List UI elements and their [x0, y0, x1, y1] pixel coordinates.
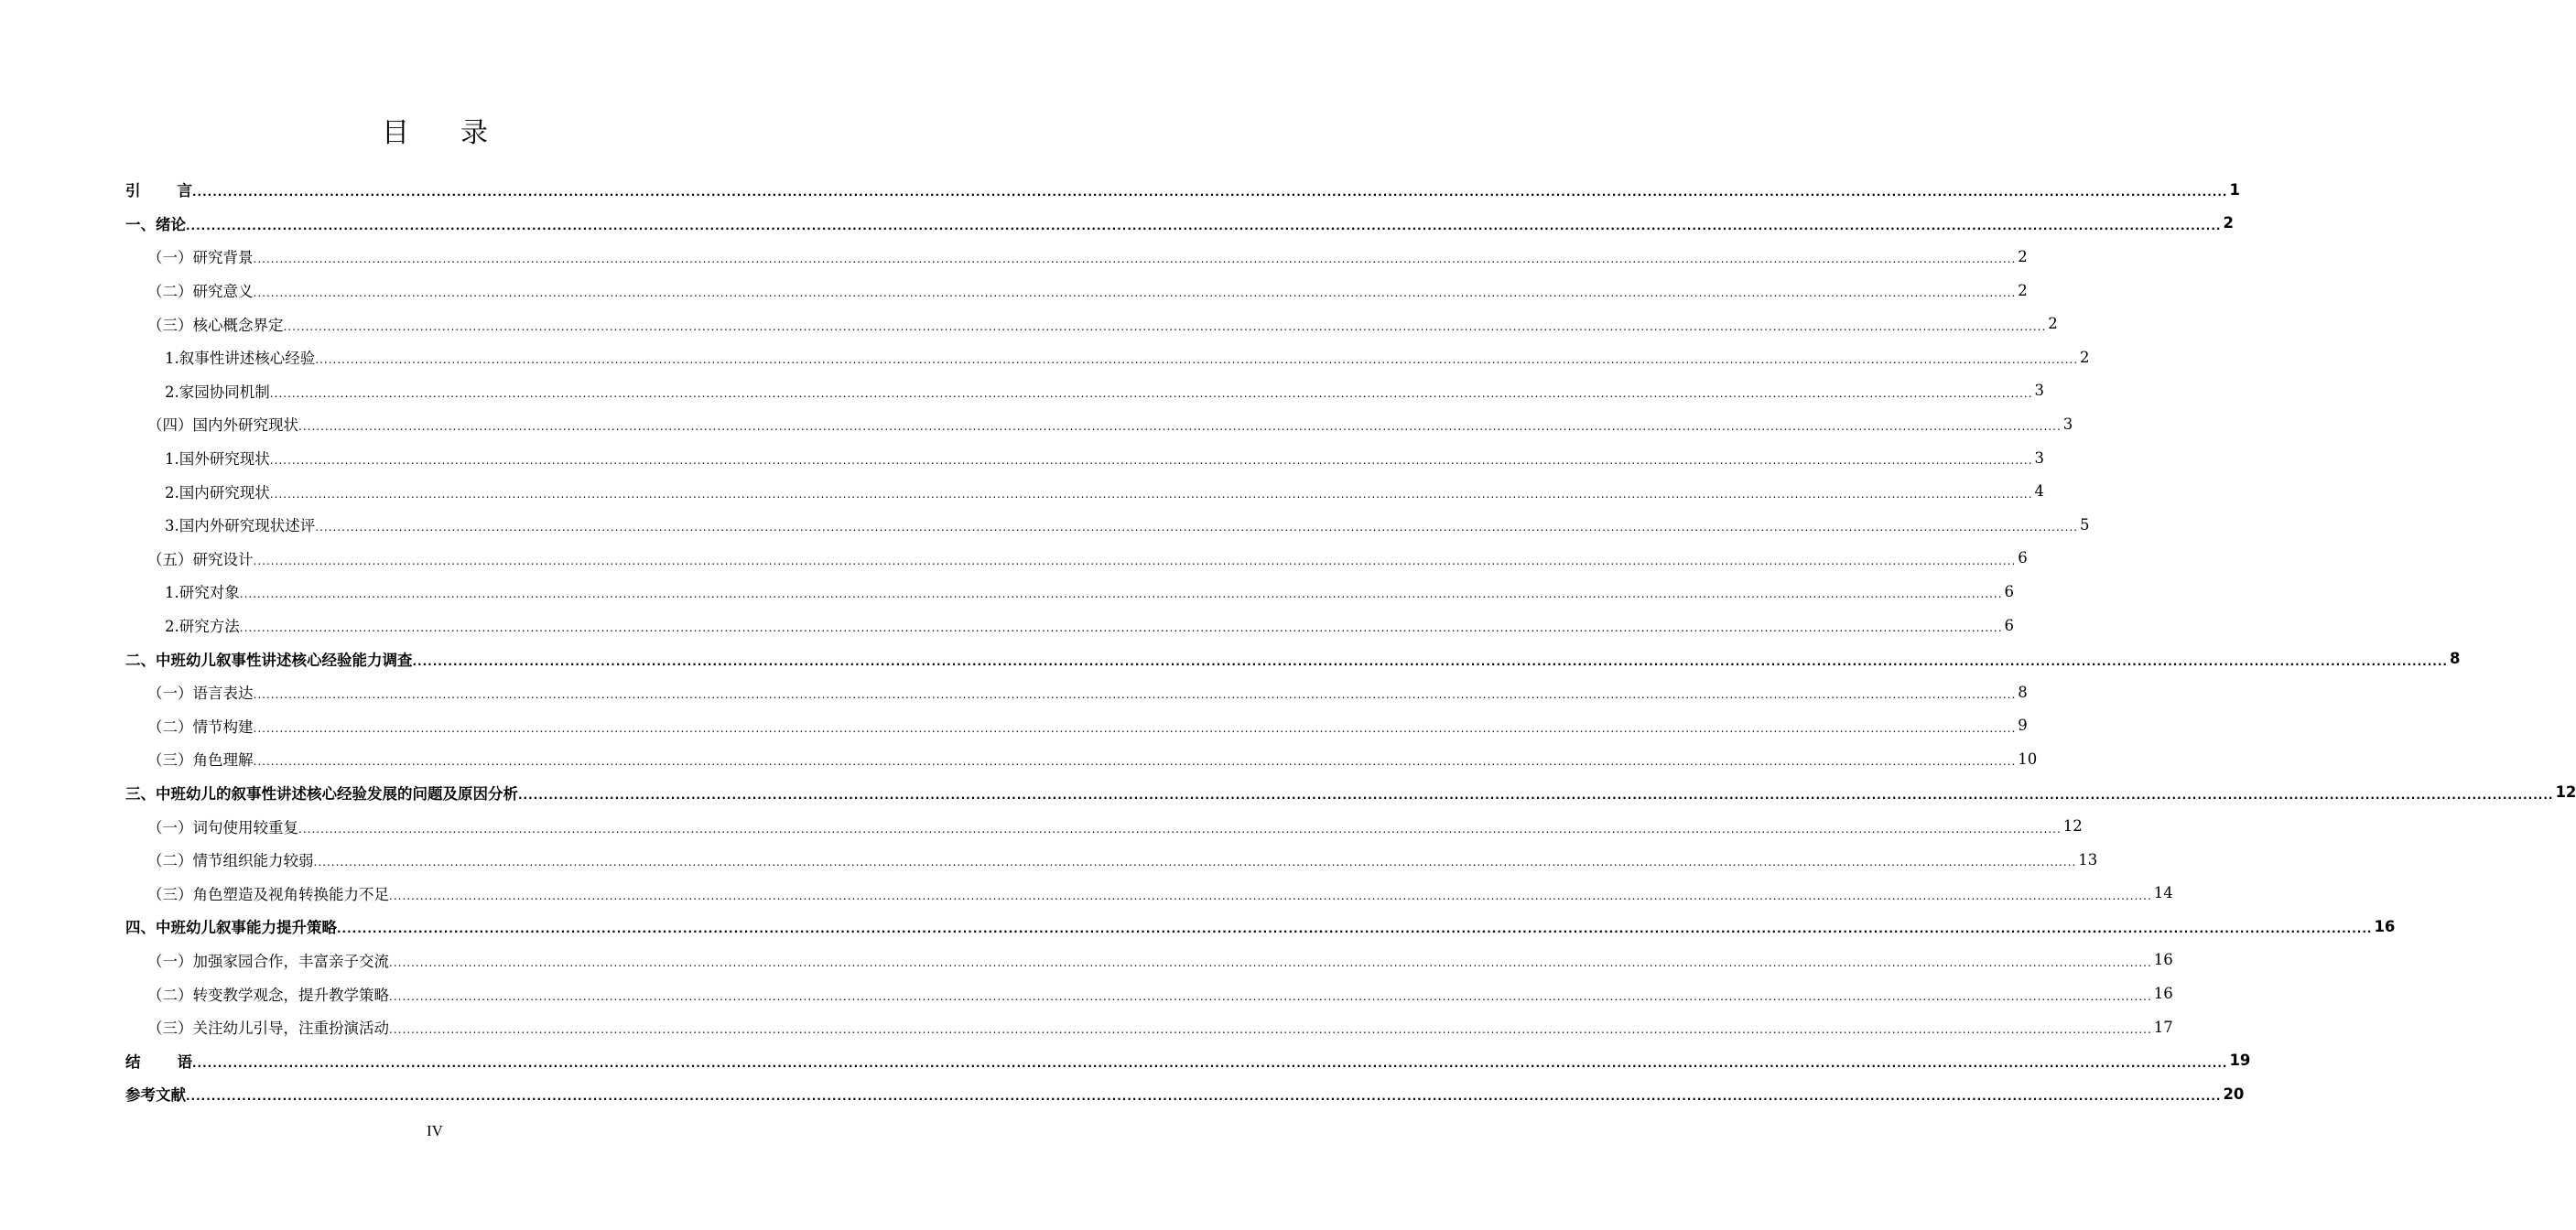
toc-dot-leader: ................................................................................................................................................................................................................................................................................................................................................................................................................ [253, 755, 2017, 769]
toc-entry-label: （三）角色理解 [125, 748, 254, 770]
toc-dot-leader: ................................................................................................................................................................................................................................................................................................................................................................................................................ [283, 319, 2047, 333]
toc-dot-leader: ................................................................................................................................................................................................................................................................................................................................................................................................................ [192, 186, 2228, 200]
toc-dot-leader: ................................................................................................................................................................................................................................................................................................................................................................................................................ [253, 253, 2017, 266]
toc-dot-leader: ................................................................................................................................................................................................................................................................................................................................................................................................................ [253, 721, 2017, 735]
toc-dot-leader: ................................................................................................................................................................................................................................................................................................................................................................................................................ [253, 286, 2017, 300]
toc-dot-leader: ................................................................................................................................................................................................................................................................................................................................................................................................................ [269, 386, 2033, 400]
toc-dot-leader: ................................................................................................................................................................................................................................................................................................................................................................................................................ [239, 588, 2003, 601]
toc-entry-label: （三）关注幼儿引导，注重扮演活动 [125, 1016, 389, 1038]
toc-entry-label: （二）情节构建 [125, 715, 254, 737]
page-title [0, 110, 870, 150]
toc-entry-page-number: 19 [2229, 1052, 2251, 1070]
toc-entry[interactable] [125, 542, 2028, 576]
toc-entry[interactable] [125, 374, 2045, 408]
title-char-2: 录 [460, 117, 488, 149]
toc-entry-label: 引 言 [125, 178, 192, 200]
toc-entry-page-number: 14 [2153, 884, 2173, 902]
toc-entry[interactable] [125, 742, 2038, 776]
toc-dot-leader: ................................................................................................................................................................................................................................................................................................................................................................................................................ [192, 1056, 2228, 1070]
toc-entry[interactable] [125, 274, 2028, 308]
toc-entry-page-number: 16 [2374, 917, 2396, 935]
toc-entry-page-number: 6 [2004, 582, 2015, 600]
toc-entry-label: （一）语言表达 [125, 681, 254, 703]
toc-entry-page-number: 20 [2223, 1084, 2245, 1103]
toc-entry-label: 2.家园协同机制 [125, 380, 270, 402]
toc-dot-leader: ................................................................................................................................................................................................................................................................................................................................................................................................................ [337, 922, 2373, 936]
toc-entry-label: 2.国内研究现状 [125, 480, 270, 502]
toc-entry[interactable] [125, 173, 2240, 207]
toc-entry[interactable] [125, 575, 2015, 609]
toc-dot-leader: ................................................................................................................................................................................................................................................................................................................................................................................................................ [186, 1090, 2222, 1104]
toc-entry-label: （一）加强家园合作，丰富亲子交流 [125, 949, 389, 971]
toc-dot-leader: ................................................................................................................................................................................................................................................................................................................................................................................................................ [518, 788, 2554, 802]
toc-dot-leader: ................................................................................................................................................................................................................................................................................................................................................................................................................ [239, 621, 2003, 635]
toc-entry-page-number: 9 [2018, 717, 2028, 735]
toc-entry-label: 1.研究对象 [125, 580, 240, 602]
toc-entry[interactable] [125, 944, 2173, 977]
toc-entry-page-number: 2 [2223, 214, 2234, 232]
toc-entry-page-number: 2 [2018, 281, 2028, 299]
toc-entry-label: 2.研究方法 [125, 614, 240, 636]
toc-entry-label: 3.国内外研究现状述评 [125, 513, 315, 535]
toc-dot-leader: ................................................................................................................................................................................................................................................................................................................................................................................................................ [389, 955, 2152, 969]
toc-entry[interactable] [125, 1010, 2173, 1044]
toc-entry-label: （一）词句使用较重复 [125, 815, 298, 837]
toc-dot-leader: ................................................................................................................................................................................................................................................................................................................................................................................................................ [298, 822, 2062, 836]
table-of-contents [125, 173, 2576, 1111]
toc-entry-label: 四、中班幼儿叙事能力提升策略 [125, 915, 337, 937]
toc-entry[interactable] [125, 207, 2234, 241]
toc-entry-label: （二）转变教学观念，提升教学策略 [125, 983, 389, 1005]
toc-entry-page-number: 16 [2153, 985, 2173, 1003]
toc-entry-page-number: 6 [2018, 549, 2028, 567]
toc-entry-label: 一、绪论 [125, 212, 186, 234]
toc-entry-page-number: 3 [2062, 415, 2073, 433]
toc-entry[interactable] [125, 876, 2173, 910]
toc-entry[interactable] [125, 508, 2090, 542]
toc-dot-leader: ................................................................................................................................................................................................................................................................................................................................................................................................................ [269, 454, 2033, 468]
toc-entry-page-number: 10 [2018, 750, 2038, 768]
toc-entry-label: 结 语 [125, 1050, 192, 1072]
toc-dot-leader: ................................................................................................................................................................................................................................................................................................................................................................................................................ [313, 856, 2077, 869]
toc-dot-leader: ................................................................................................................................................................................................................................................................................................................................................................................................................ [315, 353, 2079, 367]
toc-entry[interactable] [125, 474, 2045, 508]
page-number-footer: IV [427, 1122, 443, 1139]
toc-entry-label: （四）国内外研究现状 [125, 413, 298, 435]
toc-entry-page-number: 8 [2018, 683, 2028, 701]
toc-dot-leader: ................................................................................................................................................................................................................................................................................................................................................................................................................ [253, 688, 2017, 702]
toc-entry-label: （一）研究背景 [125, 245, 254, 267]
toc-entry[interactable] [125, 609, 2015, 642]
toc-dot-leader: ................................................................................................................................................................................................................................................................................................................................................................................................................ [298, 420, 2062, 434]
toc-entry-page-number: 6 [2004, 616, 2015, 634]
toc-entry-label: 参考文献 [125, 1083, 186, 1105]
toc-dot-leader: ................................................................................................................................................................................................................................................................................................................................................................................................................ [389, 989, 2152, 1003]
toc-entry[interactable] [125, 307, 2058, 340]
toc-dot-leader: ................................................................................................................................................................................................................................................................................................................................................................................................................ [186, 219, 2222, 232]
toc-entry-page-number: 5 [2080, 515, 2090, 534]
toc-entry-label: （三）角色塑造及视角转换能力不足 [125, 882, 389, 904]
toc-entry-label: 三、中班幼儿的叙事性讲述核心经验发展的问题及原因分析 [125, 782, 518, 804]
toc-entry[interactable] [125, 910, 2396, 944]
toc-entry[interactable] [125, 709, 2028, 743]
toc-entry[interactable] [125, 675, 2028, 709]
toc-entry[interactable] [125, 441, 2045, 475]
toc-entry-label: （三）核心概念界定 [125, 313, 284, 335]
toc-entry-page-number: 12 [2555, 783, 2576, 802]
toc-entry-label: 1.国外研究现状 [125, 447, 270, 469]
toc-entry[interactable] [125, 642, 2461, 675]
toc-entry-page-number: 2 [2018, 247, 2028, 265]
toc-entry-page-number: 8 [2449, 650, 2461, 668]
toc-entry-label: （五）研究设计 [125, 547, 254, 569]
title-char-1: 目 [382, 117, 409, 149]
toc-entry-label: 二、中班幼儿叙事性讲述核心经验能力调查 [125, 648, 413, 670]
toc-entry[interactable] [125, 1043, 2251, 1077]
toc-entry[interactable] [125, 809, 2083, 843]
toc-dot-leader: ................................................................................................................................................................................................................................................................................................................................................................................................................ [389, 1023, 2152, 1037]
toc-entry[interactable] [125, 976, 2173, 1010]
toc-entry-label: 1.叙事性讲述核心经验 [125, 346, 315, 368]
toc-entry-page-number: 2 [2080, 348, 2090, 366]
toc-entry-page-number: 12 [2062, 817, 2083, 836]
toc-dot-leader: ................................................................................................................................................................................................................................................................................................................................................................................................................ [315, 521, 2079, 534]
toc-dot-leader: ................................................................................................................................................................................................................................................................................................................................................................................................................ [253, 554, 2017, 567]
toc-entry-page-number: 16 [2153, 951, 2173, 969]
toc-entry[interactable] [125, 776, 2576, 810]
toc-entry-page-number: 1 [2229, 180, 2240, 199]
toc-dot-leader: ................................................................................................................................................................................................................................................................................................................................................................................................................ [412, 654, 2448, 668]
toc-entry-page-number: 3 [2034, 448, 2045, 467]
toc-entry-page-number: 3 [2034, 382, 2045, 400]
toc-entry-page-number: 4 [2034, 482, 2045, 501]
toc-entry[interactable] [125, 240, 2028, 274]
toc-entry-page-number: 17 [2153, 1018, 2173, 1036]
toc-entry-label: （二）研究意义 [125, 279, 254, 301]
toc-entry-label: （二）情节组织能力较弱 [125, 848, 314, 870]
toc-dot-leader: ................................................................................................................................................................................................................................................................................................................................................................................................................ [269, 487, 2033, 501]
toc-entry[interactable] [125, 340, 2090, 374]
toc-entry[interactable] [125, 407, 2073, 441]
toc-entry-page-number: 2 [2048, 315, 2058, 333]
toc-entry[interactable] [125, 843, 2098, 877]
toc-dot-leader: ................................................................................................................................................................................................................................................................................................................................................................................................................ [389, 889, 2152, 902]
toc-entry-page-number: 13 [2078, 850, 2098, 869]
toc-entry[interactable] [125, 1077, 2245, 1111]
